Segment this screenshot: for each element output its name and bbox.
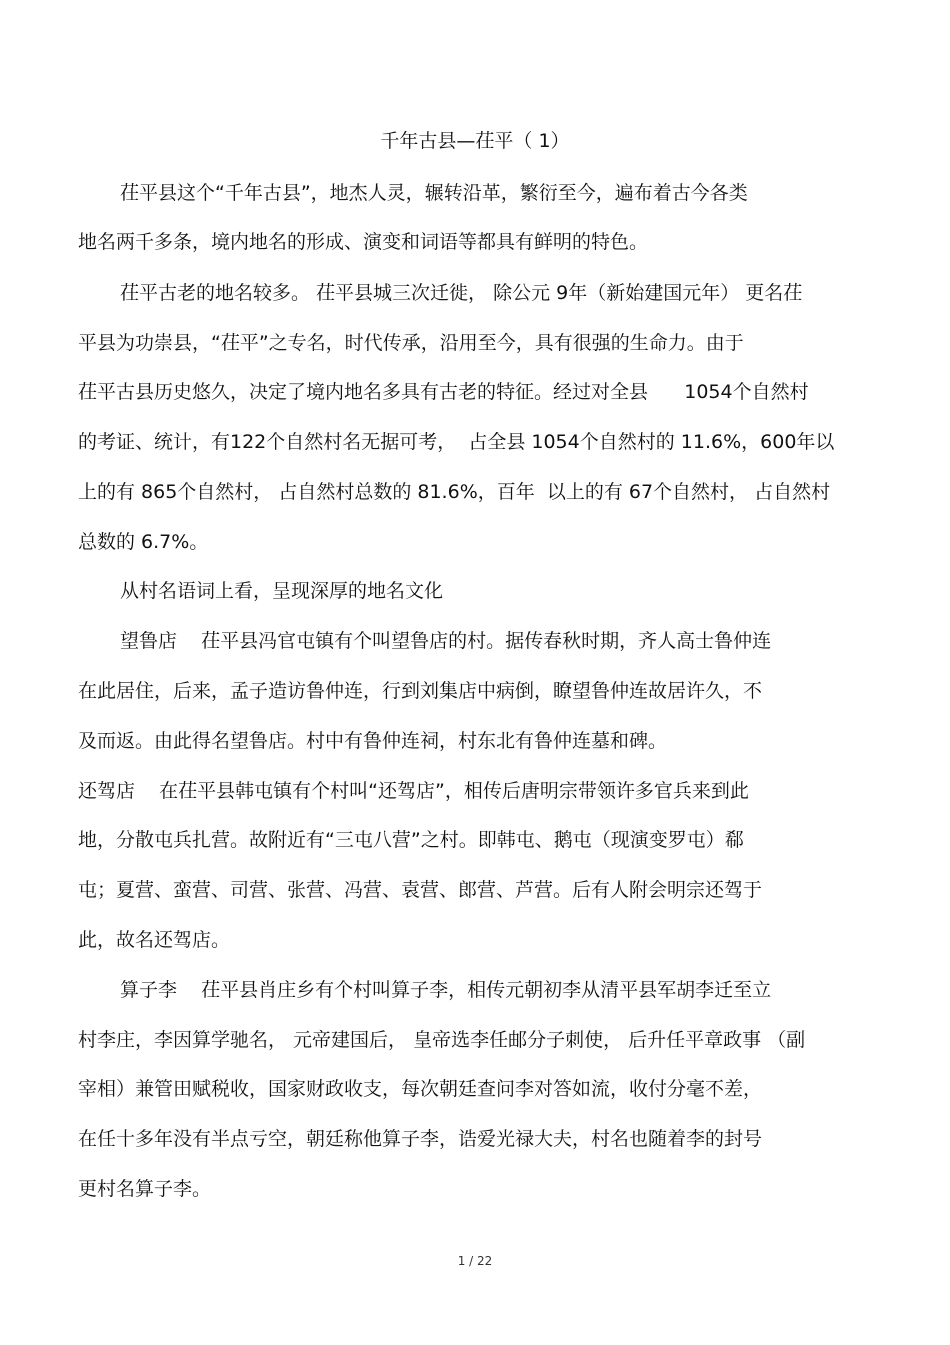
paragraph-line: 还驾店 在茌平县韩屯镇有个村叫“还驾店”，相传后唐明宗带领许多官兵来到此 [78, 780, 749, 802]
paragraph-line: 更村名算子李。 [78, 1178, 212, 1200]
page-number: 1 / 22 [457, 1254, 493, 1268]
paragraph-line: 地，分散屯兵扎营。故附近有“三屯八营”之村。即韩屯、鹅屯（现演变罗屯）郗 [78, 829, 744, 851]
paragraph-line: 在任十多年没有半点亏空，朝廷称他算子李，诰爱光禄大夫，村名也随着李的封号 [78, 1128, 763, 1150]
paragraph-line: 及而返。由此得名望鲁店。村中有鲁仲连祠，村东北有鲁仲连墓和碑。 [78, 730, 668, 752]
paragraph-line: 此，故名还驾店。 [78, 929, 231, 951]
paragraph-line: 平县为功崇县，“茌平”之专名，时代传承，沿用至今，具有很强的生命力。由于 [78, 332, 744, 354]
paragraph-line: 宰相）兼管田赋税收，国家财政收支，每次朝廷查问李对答如流，收付分毫不差， [78, 1078, 763, 1100]
paragraph-line: 望鲁店 茌平县冯官屯镇有个叫望鲁店的村。据传春秋时期，齐人高士鲁仲连 [120, 630, 772, 652]
paragraph-line: 上的有 865个自然村， 占自然村总数的 81.6%，百年 以上的有 67个自然村， 占自然村 [78, 481, 831, 503]
paragraph-line: 的考证、统计，有122个自然村名无据可考， 占全县 1054个自然村的 11.6%，600年以 [78, 431, 835, 453]
paragraph-line: 算子李 茌平县肖庄乡有个村叫算子李，相传元朝初李从清平县军胡李迁至立 [120, 979, 772, 1001]
paragraph-line: 茌平县这个“千年古县”，地杰人灵，辗转沿革，繁衍至今，遍布着古今各类 [120, 182, 748, 204]
paragraph-line: 总数的 6.7%。 [78, 531, 209, 553]
paragraph-line: 地名两千多条，境内地名的形成、演变和词语等都具有鲜明的特色。 [78, 231, 649, 253]
paragraph-line: 在此居住，后来，孟子造访鲁仲连，行到刘集店中病倒，瞭望鲁仲连故居许久，不 [78, 680, 763, 702]
paragraph-line: 村李庄，李因算学驰名， 元帝建国后， 皇帝选李任邮分子刺使， 后升任平章政事 （副 [78, 1029, 806, 1051]
paragraph-line: 屯；夏营、蛮营、司营、张营、冯营、袁营、郎营、芦营。后有人附会明宗还驾于 [78, 879, 763, 901]
paragraph-line: 茌平古县历史悠久，决定了境内地名多具有古老的特征。经过对全县 1054个自然村 [78, 381, 809, 403]
page-title: 千年古县—茌平（ 1） [380, 130, 570, 152]
section-heading: 从村名语词上看，呈现深厚的地名文化 [120, 580, 444, 602]
paragraph-line: 茌平古老的地名较多。 茌平县城三次迁徙， 除公元 9年（新始建国元年） 更名茌 [120, 282, 803, 304]
